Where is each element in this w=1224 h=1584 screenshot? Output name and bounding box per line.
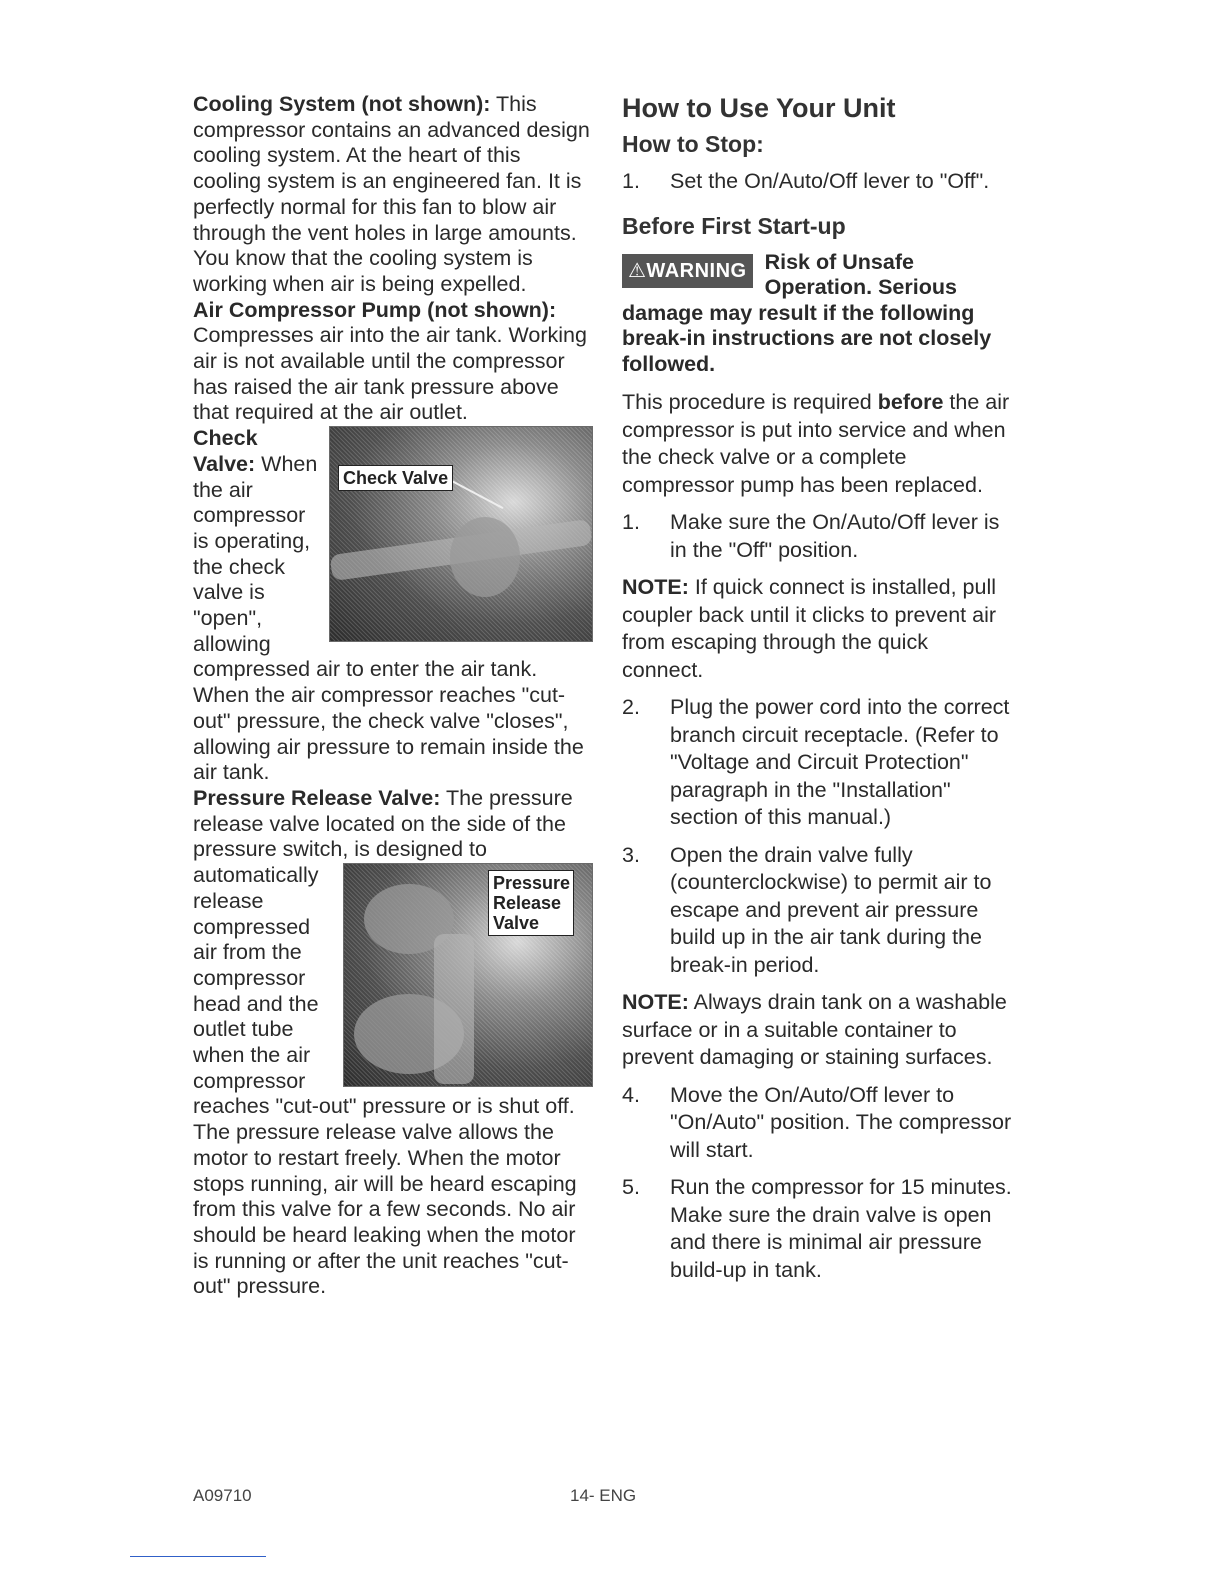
how-to-stop-heading: How to Stop: <box>622 131 764 157</box>
step-text: Move the On/Auto/Off lever to "On/Auto" position. The compressor will start. <box>670 1082 1012 1162</box>
intro-text-a: This procedure is required <box>622 390 878 414</box>
pressure-release-text: The pressure release valve located on the side of the pressure switch, is <box>193 785 573 862</box>
how-to-use-heading: How to Use Your Unit <box>622 93 896 123</box>
pressure-release-text-rest: designed to automatically release compressed air from the compressor head and the outlet tube when the air compressor reaches "cut-out" pressure or is shut off. The pressure release valve allows the motor to restart freely. When the motor stops running, air will be heard escaping from this valve for a few seconds. No air should be heard leaking when the motor is running or after the unit reaches "cut-out" pressure. <box>193 837 577 1299</box>
warning-badge: ⚠WARNING <box>622 254 753 288</box>
step-text: Open the drain valve fully (counterclockwise) to permit air to escape and prevent air pressure build up in the air tank during the break-in period. <box>670 842 992 977</box>
photo-arrow <box>450 479 504 509</box>
step-text: Run the compressor for 15 minutes. Make sure the drain valve is open and there is minimal air pressure build-up in tank. <box>670 1175 1012 1282</box>
step-text: Make sure the On/Auto/Off lever is in the "Off" position. <box>670 510 1000 562</box>
footer-link-underline <box>130 1556 266 1557</box>
step-text: Set the On/Auto/Off lever to "Off". <box>670 169 990 193</box>
photo-valve-body <box>450 517 520 597</box>
step-number: 1. <box>622 169 640 193</box>
check-valve-photo <box>329 426 593 642</box>
warning-text: Risk of Unsafe Operation. Serious damage may result if the following break-in instructions are not closely followed. <box>622 249 992 376</box>
check-valve-caption: Check Valve <box>338 465 453 491</box>
left-column <box>193 92 593 1300</box>
note-drain-tank <box>622 989 1014 1072</box>
warning-block <box>622 250 1014 378</box>
pressure-release-paragraph <box>193 786 593 1300</box>
intro-text-b: the air compressor is put into service and when the check valve or a complete compressor pump has been replaced. <box>622 390 1010 497</box>
note-text: If quick connect is installed, pull coupler back until it clicks to prevent air from escaping through the quick connect. <box>622 575 997 682</box>
startup-step-1 <box>622 509 1014 564</box>
photo-pipe <box>434 934 474 1084</box>
right-column <box>622 92 1014 1294</box>
pump-text: Compresses air into the air tank. Working air is not available until the compressor has raised the air tank pressure above that required at the air outlet. <box>193 323 587 425</box>
document-code: A09710 <box>193 1486 252 1505</box>
step-number: 1. <box>622 510 640 534</box>
list-item <box>622 1082 1014 1165</box>
list-item <box>622 1174 1014 1284</box>
step-number: 5. <box>622 1175 640 1199</box>
pressure-release-section <box>193 786 593 1300</box>
list-item <box>622 509 1014 564</box>
step-number: 2. <box>622 695 640 719</box>
intro-bold: before <box>877 390 944 414</box>
step-number: 4. <box>622 1082 640 1107</box>
step-number: 3. <box>622 842 640 867</box>
check-valve-text: When the air compressor is operating, the check valve is "open", allowing compressed air to enter the air tank. When the air compressor reaches "cut-out" pressure, the check valve "closes", allowing air pressure to remain inside the air tank. <box>193 451 584 785</box>
note-label: NOTE: <box>622 575 689 599</box>
pump-paragraph <box>193 298 593 427</box>
before-first-startup-heading: Before First Start-up <box>622 212 846 239</box>
pressure-release-label: Pressure Release Valve: <box>193 785 441 810</box>
list-item <box>622 168 1014 196</box>
pump-label: Air Compressor Pump (not shown): <box>193 297 557 322</box>
startup-steps-2-3 <box>622 694 1014 979</box>
note-text: Always drain tank on a washable surface or in a suitable container to prevent damaging or staining surfaces. <box>622 990 1007 1069</box>
list-item <box>622 694 1014 832</box>
cooling-system-paragraph <box>193 92 593 298</box>
procedure-intro <box>622 389 1014 499</box>
how-to-stop-steps <box>622 168 1014 196</box>
note-quick-connect <box>622 574 1014 684</box>
list-item <box>622 842 1014 980</box>
pressure-release-valve-photo <box>343 863 593 1087</box>
startup-steps-4-5 <box>622 1082 1014 1285</box>
check-valve-section <box>193 426 593 786</box>
cooling-system-label: Cooling System (not shown): <box>193 92 491 116</box>
check-valve-label: Check Valve: <box>193 426 258 476</box>
page-number: 14- ENG <box>570 1486 637 1505</box>
cooling-system-text: This compressor contains an advanced design cooling system. At the heart of this cooling system is an engineered fan. It is perfectly normal for this fan to blow air through the vent holes in large amounts. You know that the cooling system is working when air is being expelled. <box>193 92 590 296</box>
pressure-release-caption: Pressure Release Valve <box>488 870 574 936</box>
note-label: NOTE: <box>622 990 689 1014</box>
step-text: Plug the power cord into the correct branch circuit receptacle. (Refer to "Voltage and Circuit Protection" paragraph in the "Installation" section of this manual.) <box>670 695 1010 829</box>
